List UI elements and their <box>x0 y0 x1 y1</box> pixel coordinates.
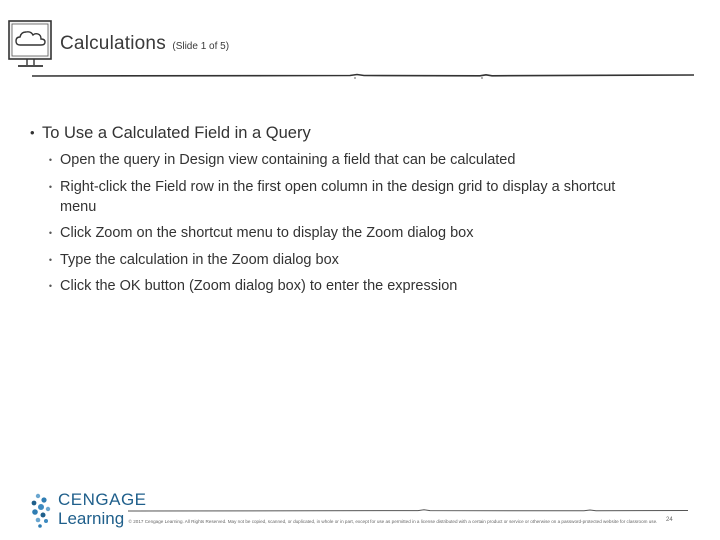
main-bullet-text: To Use a Calculated Field in a Query <box>42 124 311 142</box>
page-number: 24 <box>666 517 673 523</box>
sub-bullet-icon: • <box>48 181 52 192</box>
sub-bullet-2 <box>30 177 690 217</box>
slide-content <box>30 122 690 303</box>
sub-bullet-icon: • <box>48 281 52 291</box>
sub-bullet-list <box>30 150 690 296</box>
title-text: Calculations <box>60 33 166 54</box>
sub-bullet-text: Click Zoom on the shortcut menu to display the Zoom dialog box <box>60 225 474 241</box>
sub-bullet-icon: • <box>48 155 52 165</box>
bullet-icon: • <box>30 125 35 140</box>
sub-bullet-icon: • <box>48 254 52 265</box>
sub-bullet-text: Type the calculation in the Zoom dialog box <box>60 251 339 268</box>
sub-bullet-text: Right-click the Field row in the first open column in the design grid to display a shortcut menu <box>60 178 616 215</box>
sub-bullet-text: Click the OK button (Zoom dialog box) to enter the expression <box>60 278 458 294</box>
logo-wordmark-sub: Learning <box>58 509 125 528</box>
header-rule <box>30 68 696 82</box>
sub-bullet-5 <box>30 276 690 296</box>
cengage-dots-icon <box>26 488 56 534</box>
footer-rule <box>128 505 688 515</box>
slide-title <box>60 33 229 55</box>
sub-bullet-icon: • <box>48 228 52 238</box>
main-bullet <box>30 122 690 144</box>
logo-wordmark: CENGAGE <box>58 490 147 509</box>
title-subtitle: (Slide 1 of 5) <box>172 41 230 52</box>
sub-bullet-1 <box>30 150 690 170</box>
sub-bullet-4 <box>30 250 690 270</box>
sub-bullet-text: Open the query in Design view containing a field that can be calculated <box>60 152 516 168</box>
cloud-monitor-icon <box>6 18 56 74</box>
copyright-text: © 2017 Cengage Learning. All Rights Reserved. May not be copied, scanned, or duplicated, in whole or in part, except for use as permitted in a license distributed with a certain product or service or otherwise on a password-protected website for classroom use. <box>128 519 658 524</box>
sub-bullet-3 <box>30 223 690 243</box>
